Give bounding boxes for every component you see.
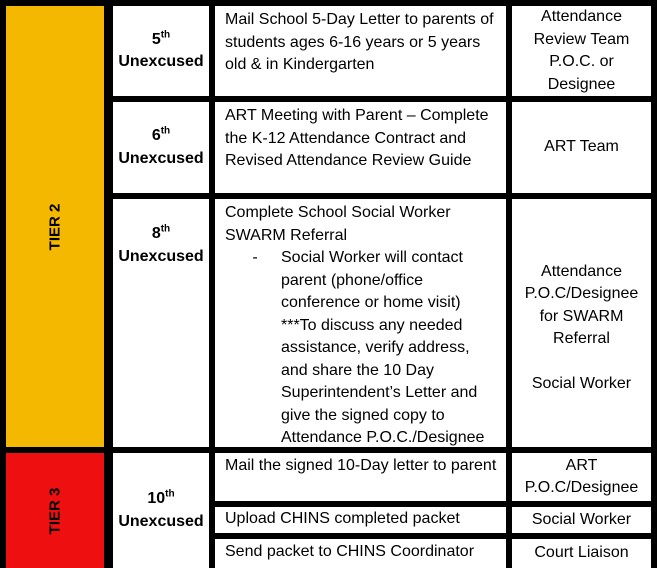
- count-suffix: th: [165, 488, 175, 500]
- sub-bullet: [225, 247, 500, 450]
- responsible-line: Designee: [547, 75, 616, 93]
- unexcused-label: Unexcused: [118, 512, 204, 530]
- action-5-day-letter: [215, 6, 506, 96]
- unexcused-label: Unexcused: [118, 53, 204, 70]
- action-upload-chins: [215, 507, 506, 533]
- responsible-6th: [512, 102, 651, 193]
- tier-3-band: [6, 453, 104, 568]
- action-text: ART Meeting with Parent – Complete the K-12 Attendance Contract and Revised Attendance Review Guide: [225, 107, 489, 169]
- tier-2-band: [6, 6, 104, 447]
- count-number: 8: [151, 225, 161, 242]
- dash-bullet: -: [252, 249, 258, 266]
- tier-3-label: TIER 3: [46, 487, 64, 534]
- responsible-5th: [512, 6, 651, 96]
- unexcused-label: Unexcused: [118, 149, 204, 167]
- responsible-line: ART: [565, 456, 598, 474]
- absence-count-10th: [113, 453, 209, 568]
- tier-2-label: TIER 2: [46, 203, 64, 250]
- absence-count-5th: [113, 6, 209, 96]
- count-number: 5: [151, 30, 161, 48]
- responsible-mail-10-day: [512, 453, 651, 501]
- count-number: 10: [147, 490, 166, 507]
- action-text: Mail School 5-Day Letter to parents of students ages 6-16 years or 5 years old & in Kindergarten: [225, 11, 494, 73]
- sub-bullet-text: Social Worker will contact parent (phone/office conference or home visit) ***To discuss any needed assistance, verify address, and share the 10 Day Superintendent’s Letter and give the signed copy to Attendance P.O.C./Designee: [281, 249, 485, 446]
- responsible-line: ART Team: [544, 138, 619, 156]
- count-number: 6: [151, 127, 161, 144]
- action-swarm-referral: [215, 199, 506, 447]
- count-suffix: th: [160, 29, 171, 41]
- responsible-line: Attendance: [541, 262, 622, 280]
- responsible-8th: [512, 199, 651, 447]
- action-mail-10-day-letter: [215, 453, 506, 501]
- responsible-line: for SWARM: [539, 307, 624, 325]
- responsible-line: Attendance: [541, 8, 622, 25]
- action-text: Mail the signed 10-Day letter to parent: [225, 457, 497, 474]
- responsible-line: P.O.C/Designee: [524, 479, 639, 496]
- responsible-line: Court Liaison: [534, 544, 629, 562]
- absence-count-8th: [113, 199, 209, 447]
- count-suffix: th: [160, 125, 171, 137]
- responsible-line: Social Worker: [531, 510, 632, 528]
- action-line: SWARM Referral: [225, 226, 348, 244]
- absence-count-6th: [113, 102, 209, 193]
- action-text: Upload CHINS completed packet: [225, 510, 460, 527]
- responsible-line: P.O.C/Designee: [524, 285, 639, 302]
- responsible-line: P.O.C. or: [549, 53, 614, 70]
- action-line: Complete School Social Worker: [225, 204, 451, 221]
- responsible-upload-chins: [512, 507, 651, 533]
- responsible-line: Review Team: [533, 30, 630, 48]
- responsible-line: Social Worker: [531, 375, 632, 392]
- responsible-line: Referral: [553, 330, 610, 347]
- count-suffix: th: [160, 223, 171, 235]
- action-send-packet: [215, 539, 506, 568]
- action-text: Send packet to CHINS Coordinator: [225, 543, 475, 560]
- responsible-send-packet: [512, 539, 651, 568]
- action-art-meeting: [215, 102, 506, 193]
- unexcused-label: Unexcused: [118, 247, 204, 265]
